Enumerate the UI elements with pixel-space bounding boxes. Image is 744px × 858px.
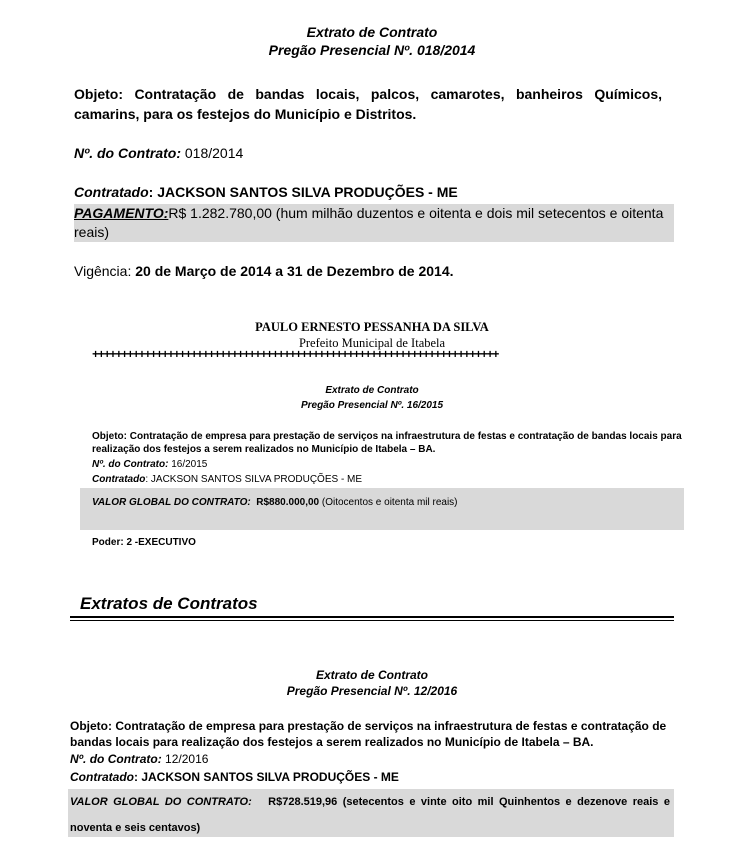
section1-nro-label: Nº. do Contrato: [74,145,181,161]
section1-vigencia [74,263,454,279]
section3-contract-number [70,752,208,766]
separator-line: ++++++++++++++++++++++++++++++++++++++++++++++++++++++++++++++++++++++ [92,348,499,362]
header-rule-thin [70,620,674,621]
section3-contratado-value: : JACKSON SANTOS SILVA PRODUÇÕES - ME [134,770,399,784]
header-rule-thick [70,616,674,618]
section1-contratado [74,184,458,200]
section1-pagamento-label: PAGAMENTO: [74,205,169,221]
section3-valor-global [68,789,674,837]
section2-valor-label: VALOR GLOBAL DO CONTRATO: [92,497,251,508]
section2-title: Extrato de Contrato [325,385,419,396]
section1-objeto: Objeto: Contratação de bandas locais, palcos, camarotes, banheiros Químicos, camarins, para os festejos do Município e Distritos. [74,86,662,122]
section1-contratado-label: Contratado [74,184,149,200]
section2-valor-amount: R$880.000,00 [256,497,320,508]
section2-contract-number [92,459,207,470]
section1-pagamento-value: R$ 1.282.780,00 (hum milhão duzentos e oitenta e dois mil setecentos e oitenta reais) [74,205,664,240]
section3-objeto: Objeto: Contratação de empresa para prestação de serviços na infraestrutura de festas e contratação de bandas locais para realização dos festejos a serem realizados no Município de Itabela – BA. [70,719,667,749]
section2-valor-global [80,488,684,530]
section1-vigencia-label: Vigência: [74,263,136,279]
section2-valor-extenso: (Oitocentos e oitenta mil reais) [319,497,458,508]
section2-objeto: Objeto: Contratação de empresa para prestação de serviços na infraestrutura de festas e contratação de bandas locais para realização dos festejos a serem realizados no Município de Itabela – BA. [92,431,682,455]
section1-contract-number [74,145,243,161]
section3-contratado-label: Contratado [70,770,134,784]
extratos-header: Extratos de Contratos [80,594,258,613]
section1-subtitle: Pregão Presencial Nº. 018/2014 [268,42,476,58]
section3-valor-label: VALOR GLOBAL DO CONTRATO: [70,796,252,808]
signer-name: PAULO ERNESTO PESSANHA DA SILVA [255,320,489,334]
section3-nro-value: 12/2016 [161,752,209,766]
section1-title: Extrato de Contrato [306,24,438,40]
section1-pagamento [74,204,674,242]
section1-contratado-value: : JACKSON SANTOS SILVA PRODUÇÕES - ME [148,184,458,200]
section2-contratado-label: Contratado [92,474,146,485]
section1-vigencia-value: 20 de Março de 2014 a 31 de Dezembro de 2014. [135,263,454,279]
signer-role: Prefeito Municipal de Itabela [298,336,446,350]
section2-contratado-value: : JACKSON SANTOS SILVA PRODUÇÕES - ME [145,474,363,485]
section2-poder: Poder: 2 -EXECUTIVO [92,537,196,548]
section3-subtitle: Pregão Presencial Nº. 12/2016 [286,684,458,698]
section2-subtitle: Pregão Presencial Nº. 16/2015 [300,400,444,411]
section3-title: Extrato de Contrato [315,668,428,682]
section3-valor-line2: noventa e seis centavos) [70,822,201,834]
section3-valor-line1: R$728.519,96 (setecentos e vinte oito mil Quinhentos e dezenove reais e [268,796,670,808]
section3-nro-label: Nº. do Contrato: [70,752,162,766]
section2-nro-value: 16/2015 [168,459,208,470]
section2-nro-label: Nº. do Contrato: [92,459,169,470]
section3-contratado [70,770,399,784]
section1-nro-value: 018/2014 [184,145,244,161]
section2-contratado [92,474,362,485]
